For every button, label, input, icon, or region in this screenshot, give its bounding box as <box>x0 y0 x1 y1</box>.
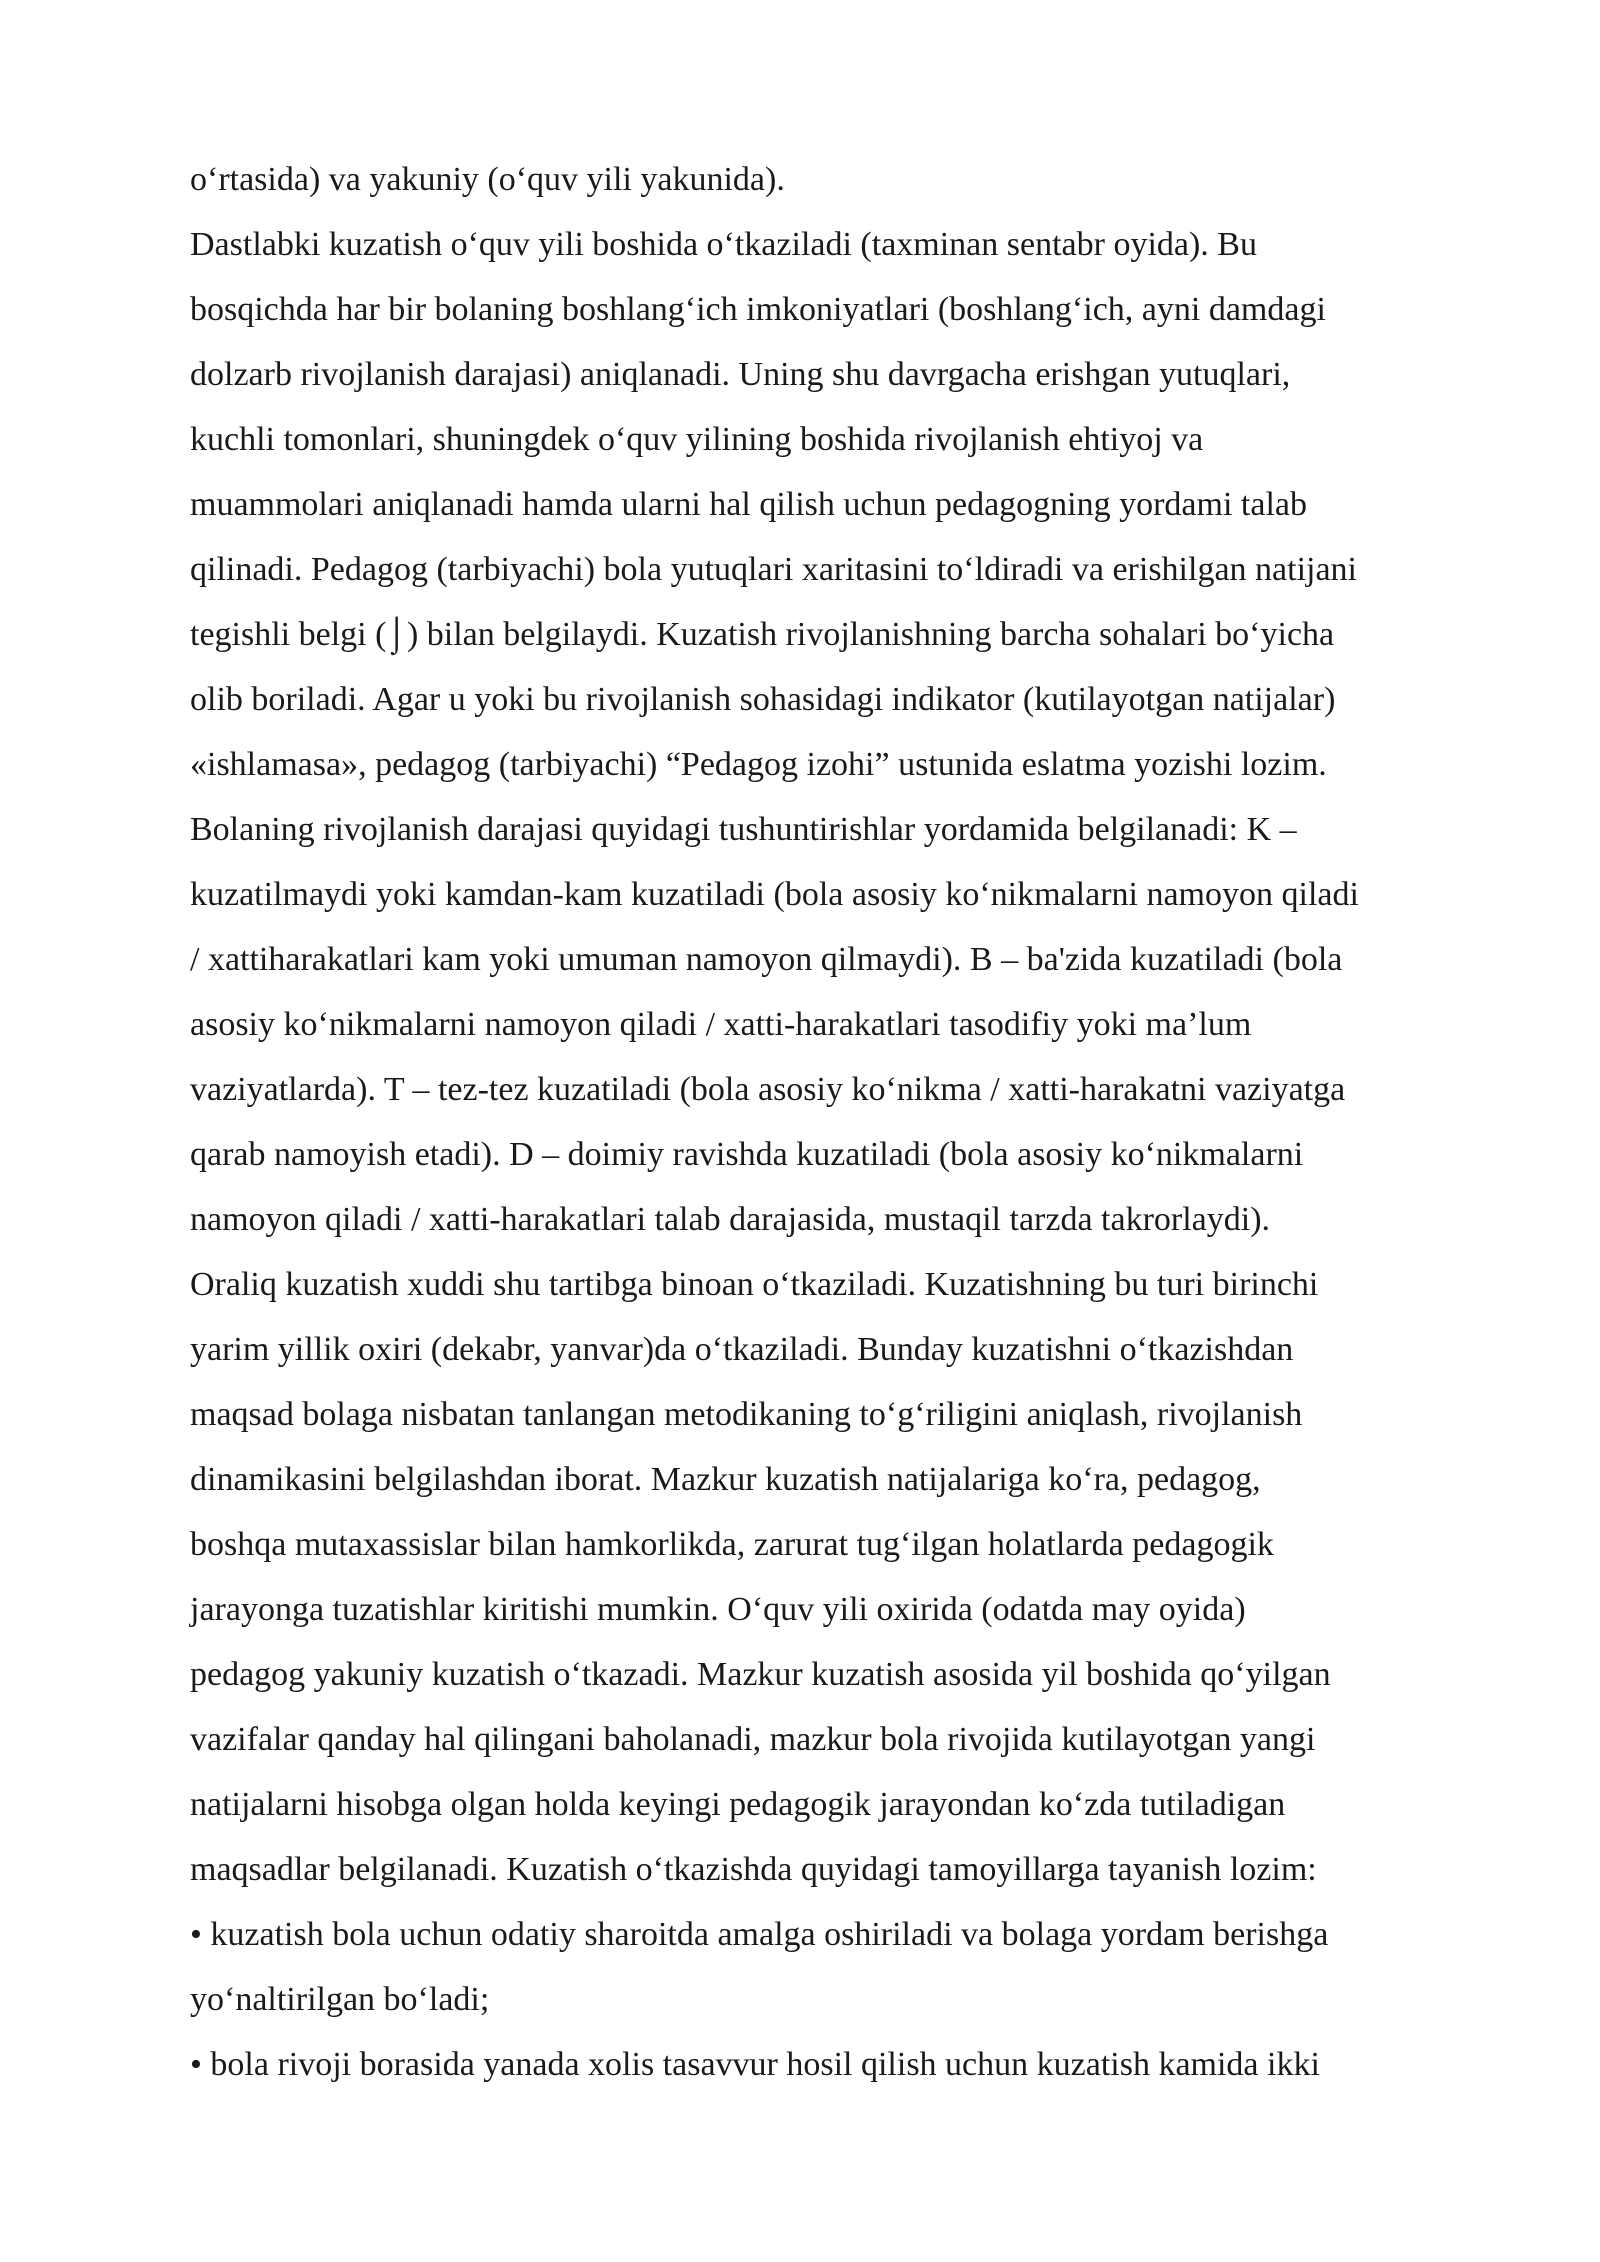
text-line: bosqichda har bir bolaning boshlang‘ich imkoniyatlari (boshlang‘ich, ayni damdagi <box>190 291 1326 328</box>
text-line: yo‘naltirilgan bo‘ladi; <box>190 1981 490 2018</box>
text-line: yarim yillik oxiri (dekabr, yanvar)da o‘tkaziladi. Bunday kuzatishni o‘tkazishdan <box>190 1331 1294 1368</box>
text-line: Oraliq kuzatish xuddi shu tartibga binoan o‘tkaziladi. Kuzatishning bu turi birinchi <box>190 1266 1319 1303</box>
bullet-item: • bola rivoji borasida yanada xolis tasavvur hosil qilish uchun kuzatish kamida ikki <box>190 2046 1320 2083</box>
text-line: boshqa mutaxassislar bilan hamkorlikda, zarurat tug‘ilgan holatlarda pedagogik <box>190 1526 1274 1563</box>
text-line: olib boriladi. Agar u yoki bu rivojlanish sohasidagi indikator (kutilayotgan natijalar) <box>190 681 1336 718</box>
text-line: tegishli belgi (⌡) bilan belgilaydi. Kuzatish rivojlanishning barcha sohalari bo‘yicha <box>190 616 1335 653</box>
text-line: jarayonga tuzatishlar kiritishi mumkin. O‘quv yili oxirida (odatda may oyida) <box>190 1591 1246 1628</box>
text-line: pedagog yakuniy kuzatish o‘tkazadi. Mazkur kuzatish asosida yil boshida qo‘yilgan <box>190 1656 1331 1693</box>
text-line: muammolari aniqlanadi hamda ularni hal qilish uchun pedagogning yordami talab <box>190 486 1307 523</box>
text-line: maqsadlar belgilanadi. Kuzatish o‘tkazishda quyidagi tamoyillarga tayanish lozim: <box>190 1851 1317 1888</box>
text-line: qilinadi. Pedagog (tarbiyachi) bola yutuqlari xaritasini to‘ldiradi va erishilgan natijani <box>190 551 1358 588</box>
text-line: natijalarni hisobga olgan holda keyingi pedagogik jarayondan ko‘zda tutiladigan <box>190 1786 1286 1823</box>
text-line: dinamikasini belgilashdan iborat. Mazkur kuzatish natijalariga ko‘ra, pedagog, <box>190 1461 1261 1498</box>
text-line: dolzarb rivojlanish darajasi) aniqlanadi. Uning shu davrgacha erishgan yutuqlari, <box>190 356 1291 393</box>
text-line: «ishlamasa», pedagog (tarbiyachi) “Pedagog izohi” ustunida eslatma yozishi lozim. <box>190 746 1327 783</box>
text-line: asosiy ko‘nikmalarni namoyon qiladi / xatti-harakatlari tasodifiy yoki ma’lum <box>190 1006 1252 1043</box>
text-line: qarab namoyish etadi). D – doimiy ravishda kuzatiladi (bola asosiy ko‘nikmalarni <box>190 1136 1304 1173</box>
body-text <box>190 147 1500 2097</box>
text-line: o‘rtasida) va yakuniy (o‘quv yili yakunida). <box>190 161 785 198</box>
text-line: Dastlabki kuzatish o‘quv yili boshida o‘tkaziladi (taxminan sentabr oyida). Bu <box>190 226 1257 263</box>
text-line: kuzatilmaydi yoki kamdan-kam kuzatiladi (bola asosiy ko‘nikmalarni namoyon qiladi <box>190 876 1359 913</box>
text-line: maqsad bolaga nisbatan tanlangan metodikaning to‘g‘riligini aniqlash, rivojlanish <box>190 1396 1303 1433</box>
bullet-item: • kuzatish bola uchun odatiy sharoitda amalga oshiriladi va bolaga yordam berishga <box>190 1916 1329 1953</box>
text-line: vazifalar qanday hal qilingani baholanadi, mazkur bola rivojida kutilayotgan yangi <box>190 1721 1316 1758</box>
text-line: vaziyatlarda). T – tez-tez kuzatiladi (bola asosiy ko‘nikma / xatti-harakatni vaziyatga <box>190 1071 1346 1108</box>
text-line: kuchli tomonlari, shuningdek o‘quv yilining boshida rivojlanish ehtiyoj va <box>190 421 1204 458</box>
text-line: Bolaning rivojlanish darajasi quyidagi tushuntirishlar yordamida belgilanadi: K – <box>190 811 1297 848</box>
text-line: namoyon qiladi / xatti-harakatlari talab darajasida, mustaqil tarzda takrorlaydi). <box>190 1201 1271 1238</box>
text-line: / xattiharakatlari kam yoki umuman namoyon qilmaydi). B – ba'zida kuzatiladi (bola <box>190 941 1343 978</box>
